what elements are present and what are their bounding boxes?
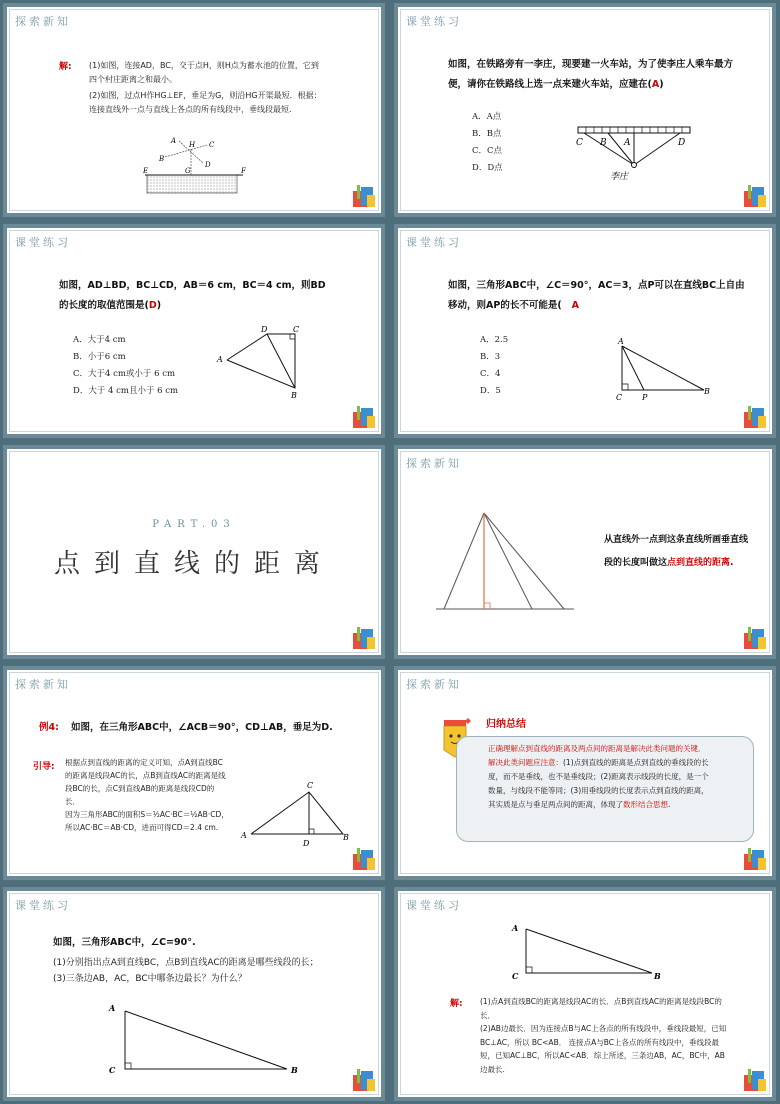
triangle-diagram (612, 336, 722, 404)
question-text: 如图，三角形ABC中，∠C＝90°，AC＝3，点P可以在直线BC上自由移动，则AP的长不可能是( A (448, 280, 745, 311)
slide-9[interactable] (3, 887, 385, 1101)
stationery-icon (349, 402, 379, 432)
stationery-icon (740, 1065, 770, 1095)
point-c-label: C (512, 971, 519, 981)
stationery-icon (740, 844, 770, 874)
slide-header: 课堂练习 (406, 15, 462, 28)
slide-header: 课堂练习 (406, 236, 462, 249)
slide-7[interactable] (3, 666, 385, 880)
point-h-label: H (189, 141, 196, 149)
definition-text: 从直线外一点到这条直线所画垂直线段的长度叫做这点到直线的距离. (604, 535, 749, 568)
stationery-icon (349, 1065, 379, 1095)
option-b[interactable]: B．3 (480, 352, 501, 362)
point-b-label: B (291, 391, 297, 400)
option-d[interactable]: D．大于 4 cm且小于 6 cm (73, 386, 179, 396)
slide-6[interactable] (394, 445, 776, 659)
point-d-label: D (678, 138, 686, 148)
stationery-icon (349, 844, 379, 874)
answer-part-2: (2)如图，过点H作HG⊥EF，垂足为G，则沿HG开渠最短．根据：连接直线外一点与直线上各点的所有线段中，垂线段最短． (89, 91, 322, 114)
slide-header: 课堂练习 (15, 236, 71, 249)
point-e-label: E (143, 167, 149, 175)
point-d-label: D (261, 325, 268, 334)
question-line-2: (1)分别指出点A到直线BC，点B到直线AC的距离是哪些线段的长； (53, 958, 319, 968)
point-c-label: C (307, 781, 314, 790)
point-a-label: A (624, 138, 631, 148)
point-c-label: C (616, 393, 623, 402)
triangle-diagram (215, 322, 311, 402)
option-list (480, 332, 508, 400)
railway-diagram (572, 119, 696, 181)
question-line-1: 如图，三角形ABC中，∠C=90°. (53, 937, 196, 948)
example-text: 如图，在三角形ABC中，∠ACB＝90°，CD⊥AB，垂足为D. (71, 722, 333, 733)
question-line-3: (3)三条边AB，AC，BC中哪条边最长？为什么？ (53, 974, 247, 984)
guide-text: 根据点到直线的距离的定义可知，点A到直线BC的距离是线段AC的长，点B到直线AC的距离是线段BC的长，点C到直线AB的距离是线段CD的长． 因为三角形ABC的面积S＝½AC·BC＝½AB·CD， 所以AC·BC＝AB·CD，进而可得CD＝2.4 cm. (65, 758, 229, 832)
section-title: 点到直线的距离 (53, 549, 334, 579)
example-label: 例4: (39, 722, 59, 733)
summary-text: 正确理解点到直线的距离及两点间的距离是解决此类问题的关键．解决此类问题应注意：(1)点到直线的距离是点到直线的垂线段的长度，而不是垂线，也不是垂线段；(2)距离表示线段的长度，是一个数量，与线段不能等同；(3)用垂线段的长度表示点到直线的距离，其实质是点与垂足两点间的距离，体现了数形结合思想. (488, 744, 709, 809)
slide-header: 课堂练习 (406, 899, 462, 912)
part-number: PART.03 (152, 519, 236, 530)
point-a-label: A (109, 1003, 116, 1013)
option-d[interactable]: D．D点 (472, 163, 503, 173)
slide-5[interactable] (3, 445, 385, 659)
point-p-label: P (642, 393, 648, 402)
option-list (73, 332, 178, 400)
slide-header: 探索新知 (15, 678, 71, 691)
option-a[interactable]: A．大于4 cm (73, 335, 126, 345)
point-a-label: A (171, 137, 177, 145)
point-d-label: D (205, 161, 211, 169)
point-f-label: F (241, 167, 246, 175)
point-b-label: B (159, 155, 165, 163)
stationery-icon (740, 623, 770, 653)
summary-title: 归纳总结 (486, 719, 526, 730)
option-c[interactable]: C．4 (480, 369, 501, 379)
slide-3[interactable] (3, 224, 385, 438)
right-triangle-diagram (101, 999, 311, 1081)
question-text: 如图，在铁路旁有一李庄，现要建一火车站，为了使李庄人乘车最方便，请你在铁路线上选一点来建火车站，应建在(A) (448, 59, 734, 90)
slide-header: 探索新知 (406, 678, 462, 691)
stationery-icon (349, 623, 379, 653)
answer-label: 解: (59, 62, 72, 72)
stationery-icon (349, 181, 379, 211)
point-c-label: C (576, 138, 583, 148)
point-b-label: B (654, 971, 661, 981)
point-b-label: B (291, 1065, 298, 1075)
point-d-label: D (303, 839, 310, 848)
village-label: 李庄 (610, 172, 629, 181)
slide-header: 探索新知 (15, 15, 71, 28)
option-c[interactable]: C．大于4 cm或小于 6 cm (73, 369, 176, 379)
option-a[interactable]: A．A点 (472, 112, 502, 122)
question-text: 如图，AD⊥BD，BC⊥CD，AB＝6 cm，BC＝4 cm，则BD的长度的取值范围是(D) (59, 280, 326, 311)
point-a-label: A (618, 337, 624, 346)
point-b-label: B (600, 138, 607, 148)
point-g-label: G (185, 167, 191, 175)
stationery-icon (740, 181, 770, 211)
point-b-label: B (343, 833, 349, 842)
triangle-diagram (237, 776, 357, 848)
slide-8[interactable] (394, 666, 776, 880)
point-b-label: B (704, 387, 710, 396)
point-c-label: C (209, 141, 215, 149)
option-b[interactable]: B．小于6 cm (73, 352, 126, 362)
answer-text: (1)点A到直线BC的距离是线段AC的长．点B到直线AC的距离是线段BC的长． (2)AB边最长．因为连接点B与AC上各点的所有线段中，垂线段最短，已知BC⊥AC，所以 BC<AB． 连接点A与BC上各点的所有线段中，垂线段最短，已知AC⊥BC，所以AC<AB．综上所述，三条边AB，AC，BC中，AB边最长. (480, 997, 727, 1074)
option-d[interactable]: D．5 (480, 386, 501, 396)
point-c-label: C (293, 325, 300, 334)
stationery-icon (740, 402, 770, 432)
answer-part-1: (1)如图，连接AD，BC，交于点H，则H点为蓄水池的位置，它到四个村庄距离之和最小。 (89, 61, 319, 84)
perpendicular-diagram (430, 507, 580, 617)
slide-2[interactable] (394, 3, 776, 217)
guide-label: 引导: (33, 762, 55, 772)
slide-1[interactable] (3, 3, 385, 217)
option-b[interactable]: B．B点 (472, 129, 502, 139)
answer-label: 解: (450, 999, 463, 1009)
slide-header: 探索新知 (406, 457, 462, 470)
option-c[interactable]: C．C点 (472, 146, 503, 156)
option-a[interactable]: A．2.5 (480, 335, 509, 345)
point-a-label: A (217, 355, 223, 364)
slide-header: 课堂练习 (15, 899, 71, 912)
canal-diagram (141, 131, 251, 201)
point-a-label: A (241, 831, 247, 840)
point-c-label: C (109, 1065, 116, 1075)
point-a-label: A (512, 923, 519, 933)
option-list (472, 109, 503, 177)
right-triangle-diagram (508, 921, 668, 983)
slide-10[interactable] (394, 887, 776, 1101)
slide-4[interactable] (394, 224, 776, 438)
